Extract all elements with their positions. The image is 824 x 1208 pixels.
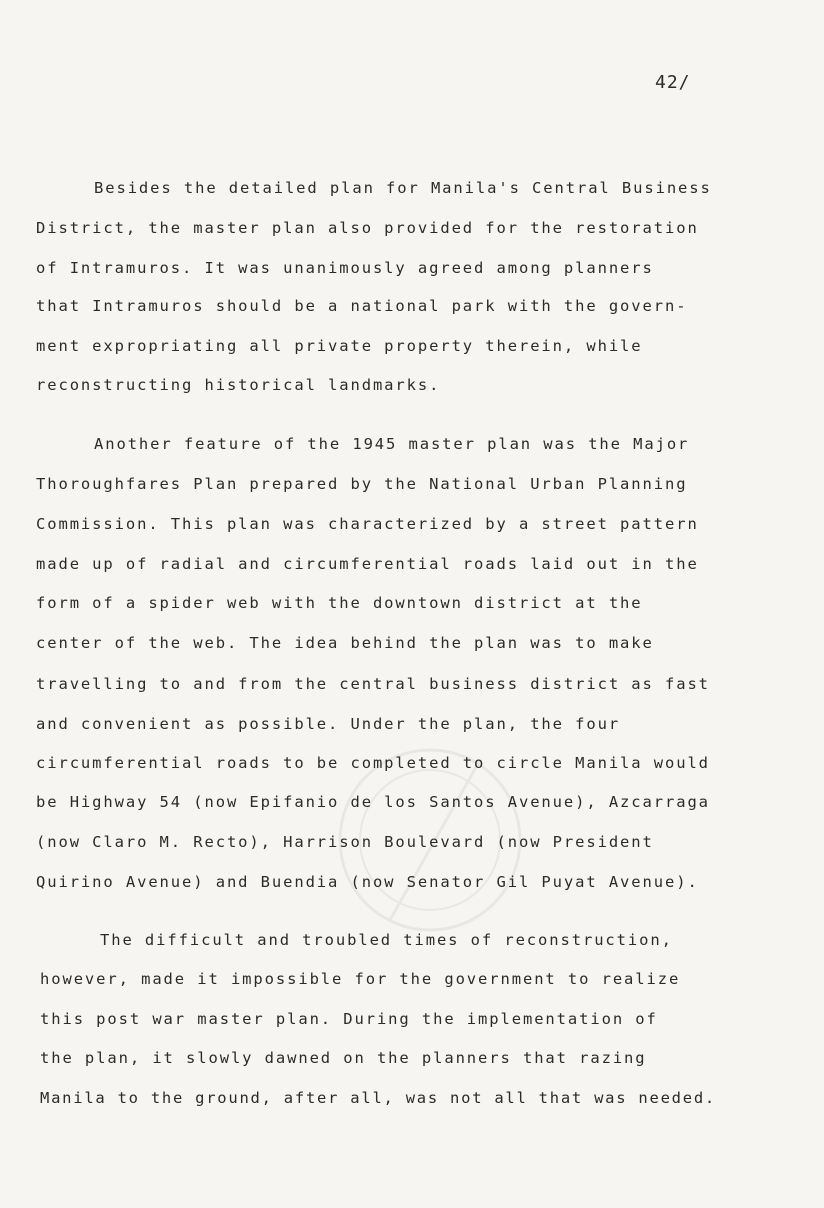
paragraph-line: Another feature of the 1945 master plan was the Major [94,435,690,453]
paragraph-line: Thoroughfares Plan prepared by the National Urban Planning [36,475,688,493]
paragraph-line: center of the web. The idea behind the plan was to make [36,634,654,652]
paragraph-line: however, made it impossible for the government to realize [40,970,681,988]
paragraph-line: Manila to the ground, after all, was not all that was needed. [40,1089,716,1107]
paragraph-line: reconstructing historical landmarks. [36,376,441,394]
paragraph-line: ment expropriating all private property therein, while [36,337,643,355]
paragraph-line: District, the master plan also provided for the restoration [36,219,699,237]
paragraph-line: travelling to and from the central business district as fast [36,675,710,693]
paragraph-line: (now Claro M. Recto), Harrison Boulevard (now President [36,833,654,851]
paragraph-line: of Intramuros. It was unanimously agreed among planners [36,259,654,277]
paragraph-line: this post war master plan. During the implementation of [40,1010,658,1028]
paragraph-line: made up of radial and circumferential roads laid out in the [36,555,699,573]
paragraph-line: and convenient as possible. Under the plan, the four [36,715,621,733]
paragraph-line: the plan, it slowly dawned on the planners that razing [40,1049,647,1067]
paragraph-line: Quirino Avenue) and Buendia (now Senator Gil Puyat Avenue). [36,873,699,891]
paragraph-line: be Highway 54 (now Epifanio de los Santos Avenue), Azcarraga [36,793,710,811]
page-number: 42/ [655,72,691,93]
paragraph-line: that Intramuros should be a national park with the govern- [36,297,688,315]
paragraph-line: form of a spider web with the downtown district at the [36,594,643,612]
paragraph-line: circumferential roads to be completed to circle Manila would [36,754,710,772]
paragraph-line: The difficult and troubled times of reconstruction, [100,931,673,949]
paragraph-line: Besides the detailed plan for Manila's Central Business [94,179,712,197]
library-watermark [330,740,530,940]
paragraph-line: Commission. This plan was characterized by a street pattern [36,515,699,533]
